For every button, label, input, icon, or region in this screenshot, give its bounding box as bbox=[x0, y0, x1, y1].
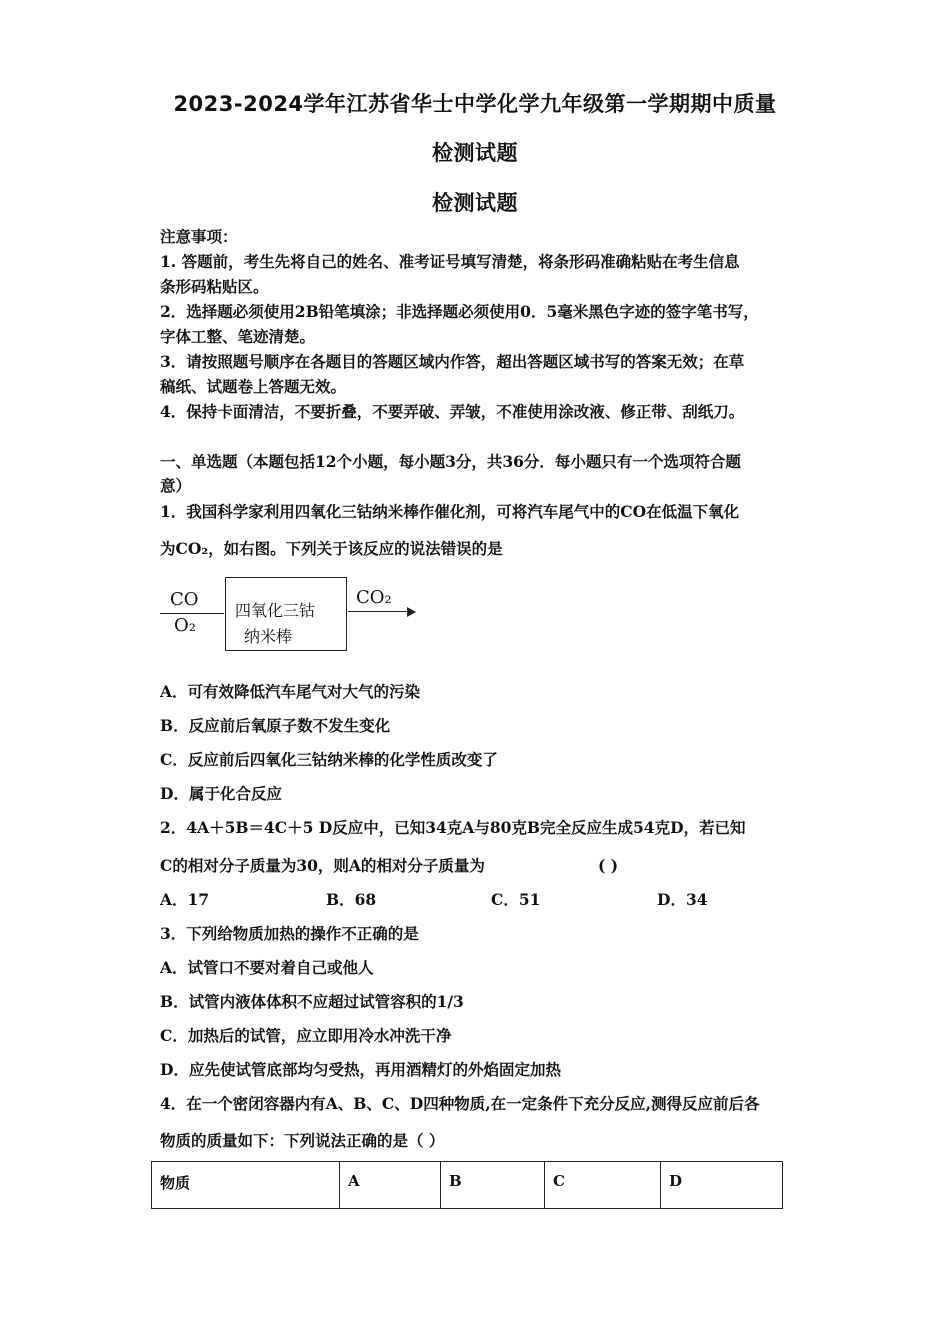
diagram-input-co: CO bbox=[170, 589, 199, 610]
q4-stem: 4．在一个密闭容器内有A、B、C、D四种物质,在一定条件下充分反应,测得反应前后各 bbox=[160, 1094, 760, 1113]
q1-stem-cont: 为CO₂，如右图。下列关于该反应的说法错误的是 bbox=[160, 539, 503, 558]
table-header-cell: A bbox=[340, 1162, 441, 1209]
table-header-cell: 物质 bbox=[152, 1162, 340, 1209]
notice-line: 3．请按照题号顺序在各题目的答题区域内作答，超出答题区域书写的答案无效；在草 bbox=[160, 352, 745, 371]
q1-option-a: A．可有效降低汽车尾气对大气的污染 bbox=[160, 682, 421, 701]
section-heading-cont: 意） bbox=[160, 476, 192, 495]
table-header-cell: D bbox=[661, 1162, 783, 1209]
q2-option-a: A．17 bbox=[160, 890, 210, 909]
q2-option-d: D．34 bbox=[657, 890, 708, 909]
catalyst-label-line1: 四氧化三钴 bbox=[235, 601, 316, 620]
table-header-cell: C bbox=[545, 1162, 661, 1209]
q3-stem: 3．下列给物质加热的操作不正确的是 bbox=[160, 924, 419, 943]
notice-heading: 注意事项： bbox=[160, 227, 238, 246]
q3-option-d: D．应先使试管底部均匀受热，再用酒精灯的外焰固定加热 bbox=[160, 1060, 561, 1079]
q2-stem-text: C的相对分子质量为30，则A的相对分子质量为 bbox=[160, 856, 485, 875]
q2-stem-cont bbox=[160, 856, 800, 876]
catalyst-box bbox=[225, 577, 347, 651]
notice-line: 条形码粘贴区。 bbox=[160, 277, 269, 296]
output-arrow-line bbox=[348, 611, 408, 612]
notice-line: 2．选择题必须使用2B铅笔填涂；非选择题必须使用0．5毫米黑色字迹的签字笔书写， bbox=[160, 302, 759, 321]
notice-line: 4．保持卡面清洁，不要折叠，不要弄破、弄皱，不准使用涂改液、修正带、刮纸刀。 bbox=[160, 402, 745, 421]
q3-option-b: B．试管内液体体积不应超过试管容积的1/3 bbox=[160, 992, 464, 1011]
exam-title-line1: 2023-2024学年江苏省华士中学化学九年级第一学期期中质量 bbox=[173, 92, 777, 116]
notice-line: 字体工整、笔迹清楚。 bbox=[160, 327, 316, 346]
notice-line: 稿纸、试题卷上答题无效。 bbox=[160, 377, 347, 396]
q2-stem: 2．4A＋5B＝4C＋5 D反应中，已知34克A与80克B完全反应生成54克D，若已知 bbox=[160, 818, 746, 837]
q1-option-c: C．反应前后四氧化三钴纳米棒的化学性质改变了 bbox=[160, 750, 498, 769]
q2-answer-paren: ( ) bbox=[598, 856, 619, 875]
notice-line: 1. 答题前，考生先将自己的姓名、准考证号填写清楚，将条形码准确粘贴在考生信息 bbox=[160, 252, 740, 271]
q2-option-c: C．51 bbox=[491, 890, 541, 909]
table-row bbox=[152, 1162, 783, 1209]
exam-title-line3: 检测试题 bbox=[432, 191, 518, 215]
q4-mass-table bbox=[151, 1161, 783, 1209]
input-arrow-line bbox=[160, 613, 224, 614]
q1-option-b: B．反应前后氧原子数不发生变化 bbox=[160, 716, 391, 735]
section-heading: 一、单选题（本题包括12个小题，每小题3分，共36分．每小题只有一个选项符合题 bbox=[160, 452, 741, 471]
catalyst-label-line2: 纳米棒 bbox=[244, 627, 293, 646]
diagram-input-o2: O₂ bbox=[174, 615, 196, 636]
q2-option-b: B．68 bbox=[326, 890, 377, 909]
q4-stem-cont: 物质的质量如下：下列说法正确的是（ ） bbox=[160, 1131, 445, 1150]
q1-option-d: D．属于化合反应 bbox=[160, 784, 282, 803]
table-header-cell: B bbox=[441, 1162, 545, 1209]
diagram-output-co2: CO₂ bbox=[356, 587, 392, 608]
arrow-head-icon bbox=[407, 607, 416, 617]
q2-options bbox=[160, 890, 800, 910]
q1-stem: 1．我国科学家利用四氧化三钴纳米棒作催化剂，可将汽车尾气中的CO在低温下氧化 bbox=[160, 502, 740, 521]
q3-option-c: C．加热后的试管，应立即用冷水冲洗干净 bbox=[160, 1026, 452, 1045]
q3-option-a: A．试管口不要对着自己或他人 bbox=[160, 958, 374, 977]
exam-title-line2: 检测试题 bbox=[432, 141, 518, 165]
reaction-diagram bbox=[160, 575, 430, 655]
